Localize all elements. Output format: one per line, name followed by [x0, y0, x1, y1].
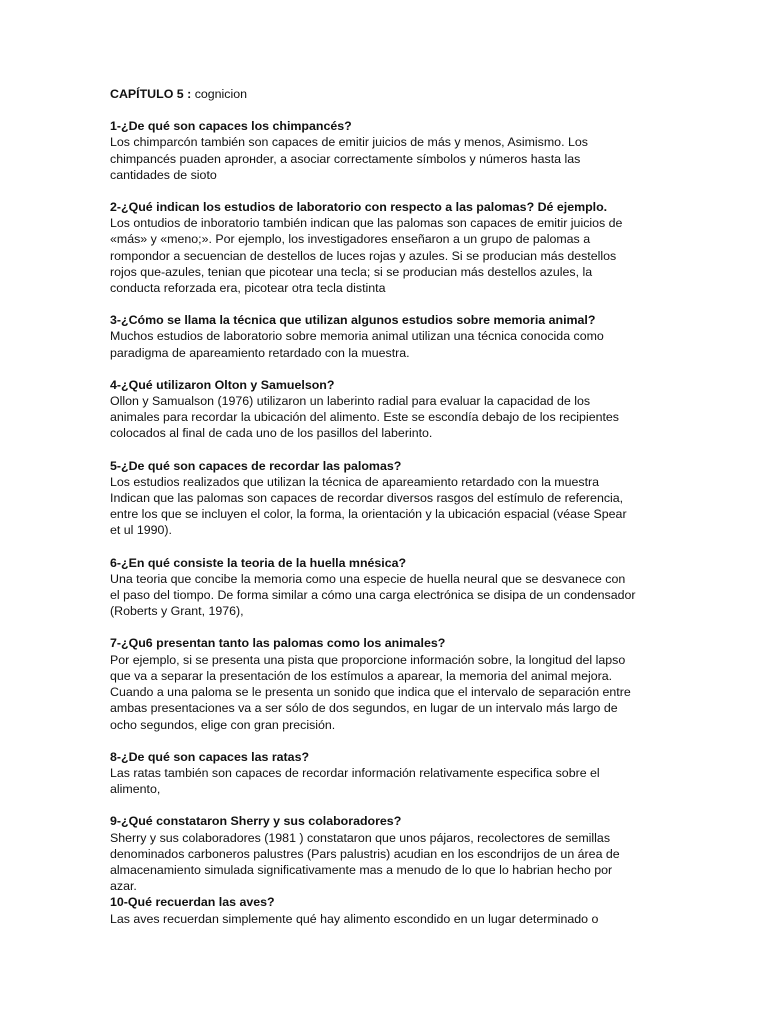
qa-section-5	[110, 458, 638, 539]
answer-5: Los estudios realizados que utilizan la técnica de apareamiento retardado con la muestra Indican que las palomas son capaces de recordar diversos rasgos del estímulo de referencia, entre los que se incluyen el color, la forma, la orientación y la ubicación espacial (véase Spear et ul 1990).	[110, 474, 627, 538]
answer-1: Los chimparcón también son capaces de emitir juicios de más y menos, Asimismo. Los chimpancés puaden aprонder, a asociar correctamente símbolos y números hasta las cantidades de sioto	[110, 135, 588, 182]
qa-section-2	[110, 199, 638, 296]
question-7: 7-¿Qu6 presentan tanto las palomas como los animales?	[110, 636, 446, 651]
answer-4: Ollon y Samualson (1976) utilizaron un laberinto radial para evaluar la capacidad de los animales para recordar la ubicación del alimento. Este se escondía debajo de los recipientes colocados al final de cada uno de los pasillos del laberinto.	[110, 394, 620, 441]
answer-8: Las ratas también son capaces de recordar información relativamente especifica sobre el alimento,	[110, 765, 600, 797]
document-page	[110, 86, 638, 927]
qa-section-3	[110, 312, 638, 361]
question-2: 2-¿Qué indican los estudios de laboratorio con respecto a las palomas? Dé ejemplo.	[110, 200, 608, 215]
question-9: 9-¿Qué constataron Sherry y sus colaboradores?	[110, 814, 402, 829]
qa-section-8	[110, 749, 638, 798]
answer-10: Las aves recuerdan simplemente qué hay alimento escondido en un lugar determinado o	[110, 911, 599, 926]
chapter-title	[110, 86, 638, 102]
answer-3: Muchos estudios de laboratorio sobre memoria animal utilizan una técnica conocida como paradigma de apareamiento retardado con la muestra.	[110, 329, 604, 360]
answer-6: Una teoria que concibe la memoria como una especie de huella neural que se desvanece con el paso del tiompo. De forma similar a cómo una carga electrónica se disipa de un condensador (Roberts y Grant, 1976),	[110, 571, 636, 619]
chapter-label: CAPÍTULO 5 :	[110, 87, 192, 101]
question-3: 3-¿Cómo se llama la técnica que utilizan algunos estudios sobre memoria animal?	[110, 313, 596, 328]
question-6: 6-¿En qué consiste la teoria de la huella mnésica?	[110, 555, 407, 570]
chapter-topic: cognicion	[194, 87, 248, 101]
answer-7: Por ejemplo, si se presenta una pista que proporcione información sobre, la longitud del lapso que va a separar la presentación de los estímulos a aparear, la memoria del animal mejora. Cuando a una paloma se le presenta un sonido que indica que el intervalo de separación entre ambas presentaciones va a ser sólo de dos segundos, en lugar de un intervalo más largo de ocho segundos, elige con gran precisión.	[110, 652, 631, 732]
answer-9: Sherry y sus colaboradores (1981 ) constataron que unos pájaros, recolectores de semillas denominados carboneros palustres (Pars palustris) acudian en los escondrijos de un área de almacenamiento simulada significativamente mas a menudo de lo que lo habrian hecho por azar.	[110, 830, 620, 894]
qa-section-10	[110, 894, 638, 926]
qa-section-9	[110, 813, 638, 894]
qa-section-1	[110, 118, 638, 183]
qa-section-4	[110, 377, 638, 442]
qa-section-7	[110, 635, 638, 732]
question-1: 1-¿De qué son capaces los chimpancés?	[110, 119, 352, 134]
question-10: 10-Qué recuerdan las aves?	[110, 895, 275, 910]
answer-2: Los ontudios de inboratorio también indican que las palomas son capaces de emitir juicios de «más» y «meno;». Por ejemplo, los investigadores enseñaron a un grupo de palomas a rompondor a secuencian de destellos de luces rojas y azules. Si se producian más destellos rojos que-azules, tenian que picotear una tecla; si se producian más destellos azules, la conducta reforzada era, picotear otra tecla distinta	[110, 216, 623, 296]
qa-section-6	[110, 555, 638, 620]
question-4: 4-¿Qué utilizaron Olton y Samuelson?	[110, 377, 335, 392]
question-8: 8-¿De qué son capaces las ratas?	[110, 749, 310, 764]
question-5: 5-¿De qué son capaces de recordar las palomas?	[110, 458, 402, 473]
